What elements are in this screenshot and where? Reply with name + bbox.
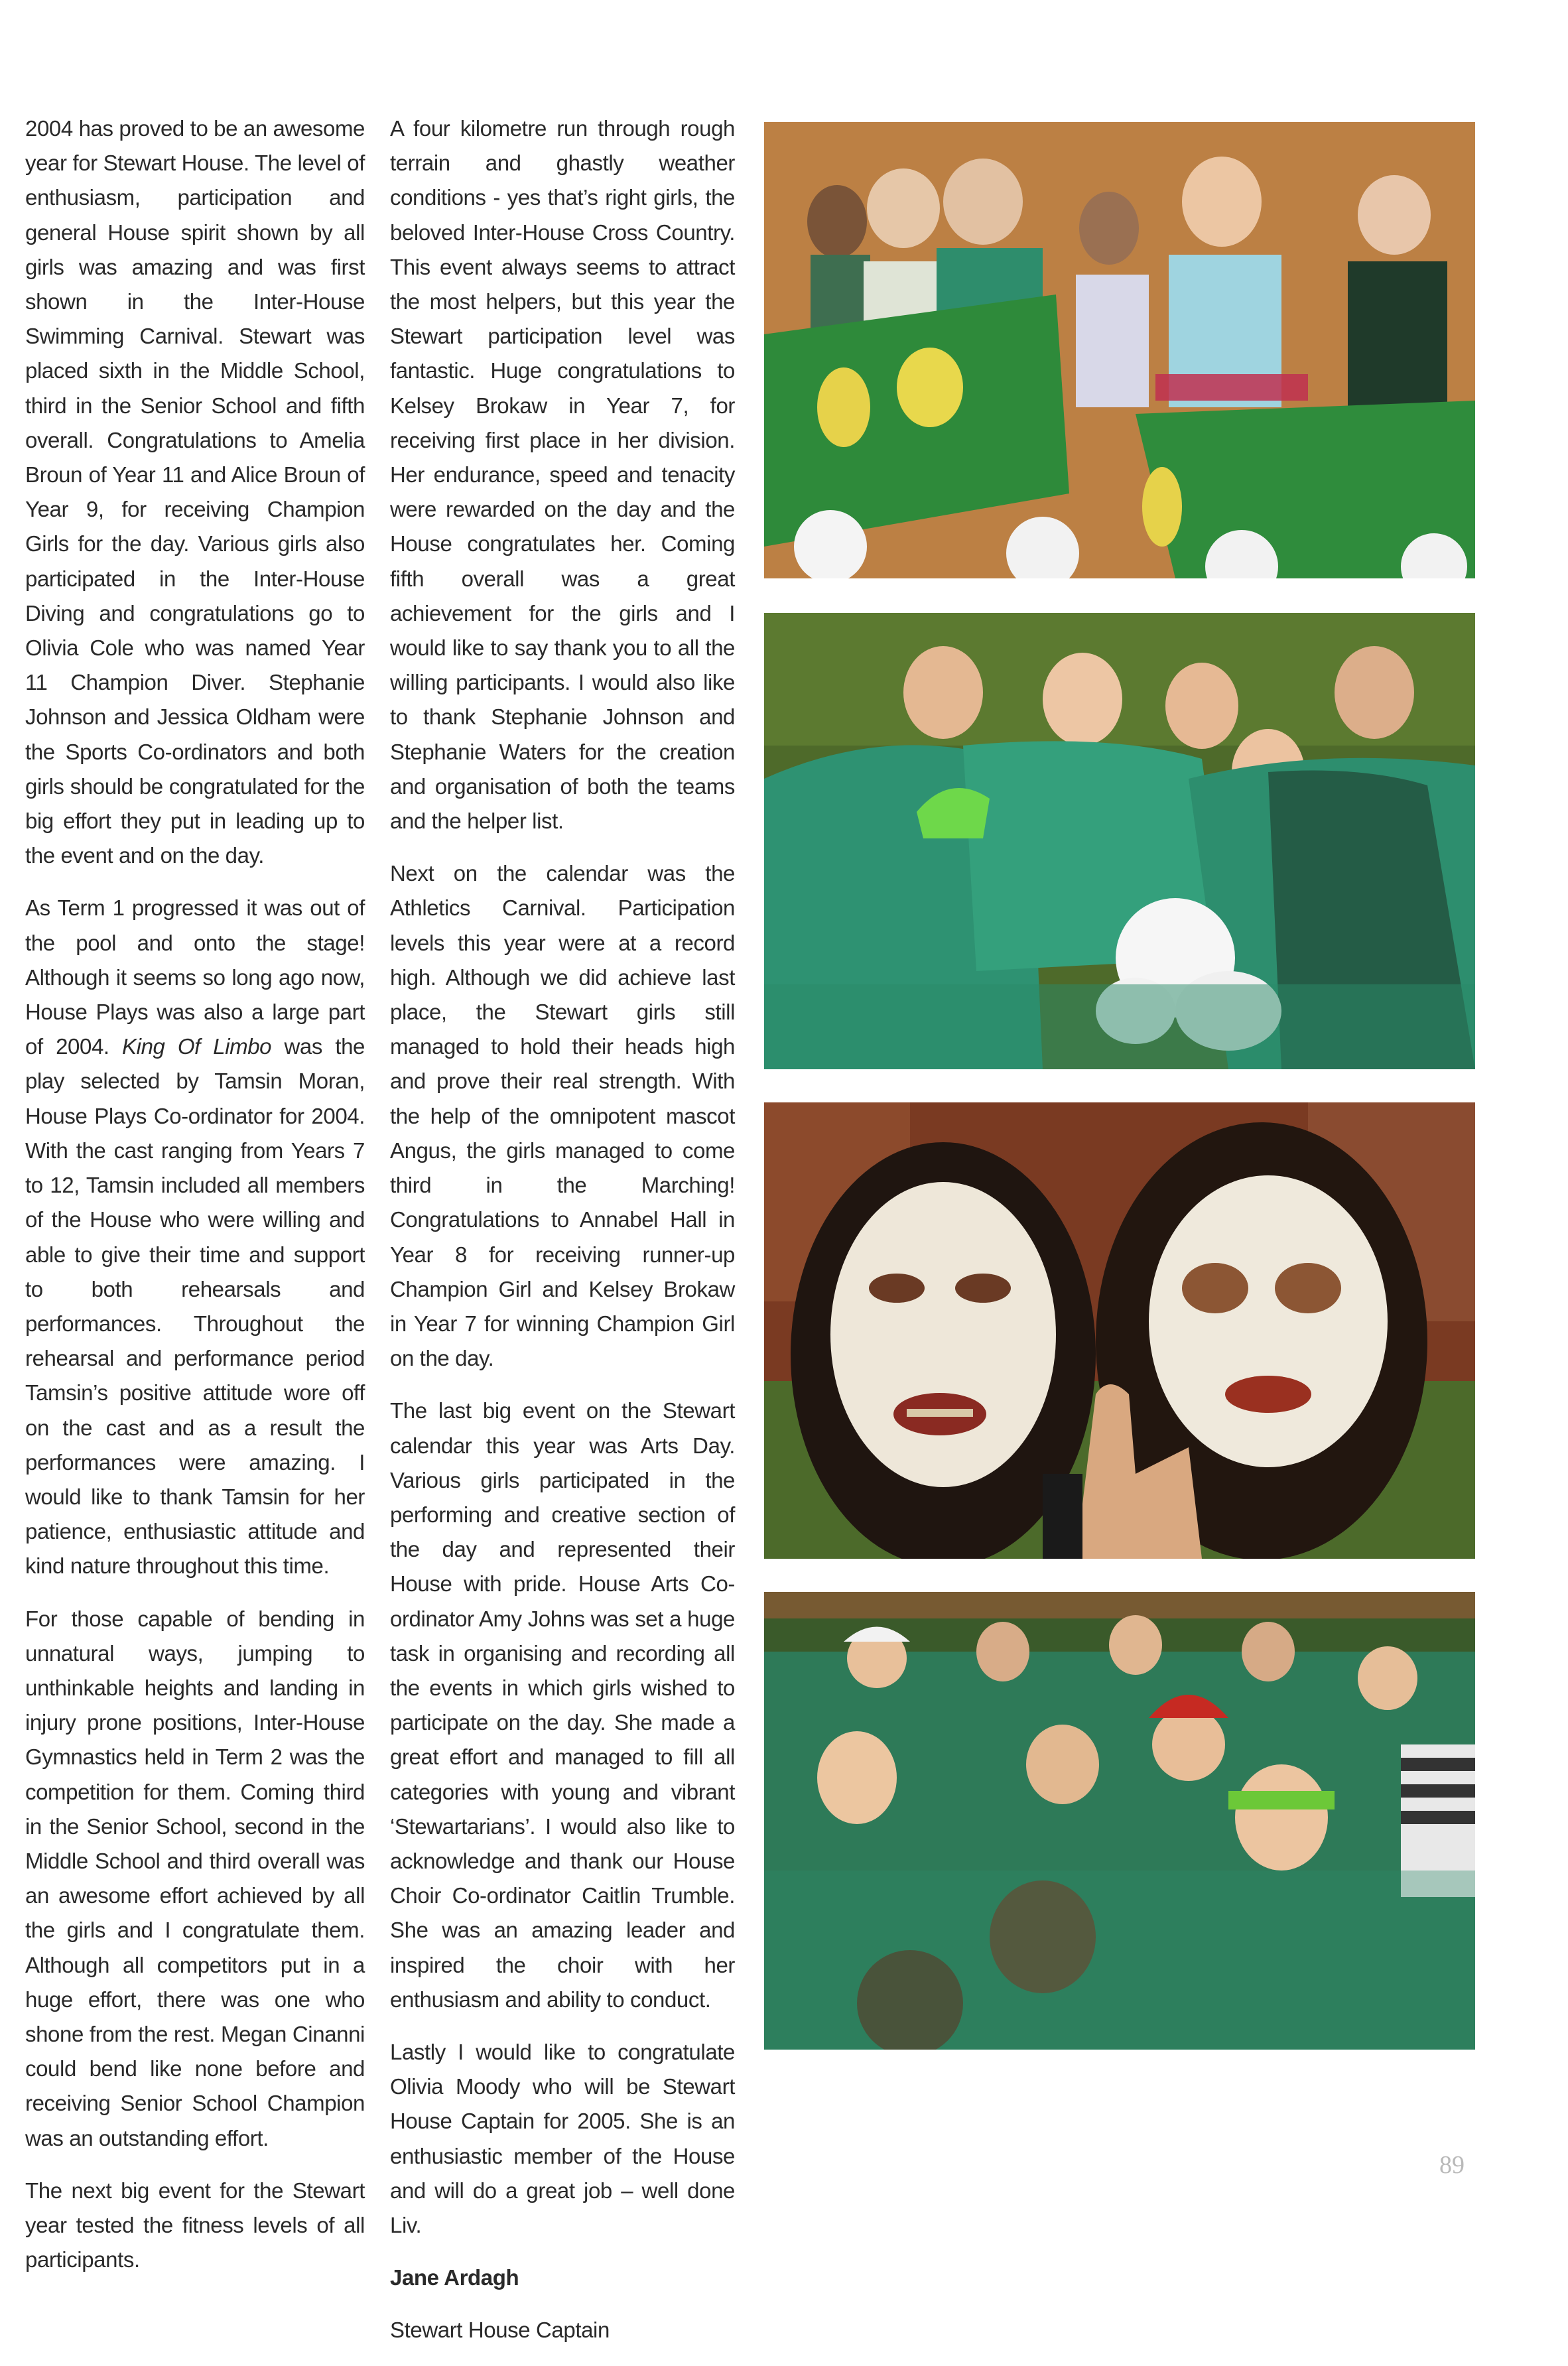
- paragraph-swimming: 2004 has proved to be an awesome year for Stewart House. The level of enthusiasm, participation and general House spirit shown by all girls was amazing and was first shown in the Inter-House Swimming Carnival. Stewart was placed sixth in the Middle School, third in the Senior School and fifth overall. Congratulations to Amelia Broun of Year 11 and Alice Broun of Year 9, for receiving Champion Girls for the day. Various girls also participated in the Inter-House Diving and congratulations go to Olivia Cole who was named Year 11 Champion Diver. Stephanie Johnson and Jessica Oldham were the Sports Co-ordinators and both girls should be congratulated for the big effort they put in leading up to the event and on the day.: [25, 116, 365, 868]
- paragraph-gymnastics: For those capable of bending in unnatural ways, jumping to unthinkable heights and landing in injury prone positions, Inter-House Gymnastics held in Term 2 was the competition for them. Coming third in the Senior School, second in the Middle School and third overall was an awesome effort achieved by all the girls and I congratulate them. Although all competitors put in a huge effort, there was one who shone from the rest. Megan Cinanni could bend like none before and receiving Senior School Champion was an outstanding effort.: [25, 1606, 365, 2150]
- article-column-left: [25, 111, 365, 2295]
- author-name: Jane Ardagh: [390, 2265, 519, 2290]
- paragraph-house-plays-end: was the play selected by Tamsin Moran, House Plays Co-ordinator for 2004. With the cast ranging from Years 7 to 12, Tamsin included all members of the House who were willing and able to give their time and support to both rehearsals and performances. Throughout the rehearsal and performance period Tamsin’s positive attitude wore off on the cast and as a result the performances were amazing. I would like to thank Tamsin for her patience, enthusiastic attitude and kind nature throughout this time.: [25, 1034, 365, 1579]
- photo-crowd-seated-image: [764, 1592, 1475, 2050]
- page-number: 89: [1439, 2151, 1465, 2179]
- play-title: King Of Limbo: [122, 1034, 272, 1059]
- photo-house-play: [764, 122, 1475, 578]
- photo-girls-with-mascot: [764, 613, 1475, 1069]
- paragraph-cross-country: A four kilometre run through rough terrain and ghastly weather conditions - yes that’s right girls, the beloved Inter-House Cross Country. This event always seems to attract the most helpers, but this year the Stewart participation level was fantastic. Huge congratulations to Kelsey Brokaw in Year 7, for receiving first place in her division. Her endurance, speed and tenacity were rewarded on the day and the House congratulates her. Coming fifth overall was a great achievement for the girls and I would like to say thank you to all the willing participants. I would also like to thank Stephanie Johnson and Stephanie Waters for the creation and organisation of both the teams and the helper list.: [390, 116, 735, 834]
- photo-face-masks-image: [764, 1102, 1475, 1559]
- photo-girls-with-mascot-image: [764, 613, 1475, 1069]
- paragraph-arts-day: The last big event on the Stewart calendar this year was Arts Day. Various girls participated in the performing and creative section of the day and represented their House with pride. House Arts Co-ordinator Amy Johns was set a huge task in organising and recording all the events in which girls wished to participate on the day. She made a great effort and managed to fill all categories with young and vibrant ‘Stewartarians’. I would also like to acknowledge and thank our House Choir Co-ordinator Caitlin Trumble. She was an amazing leader and inspired the choir with her enthusiasm and ability to conduct.: [390, 1398, 735, 2012]
- paragraph-house-plays-start: As Term 1 progressed it was out of the pool and onto the stage! Although it seems so long ago now, House Plays was also a large part of 2004.: [25, 895, 365, 1059]
- photo-face-masks: [764, 1102, 1475, 1559]
- article-column-right: [390, 111, 735, 2366]
- paragraph-fitness: The next big event for the Stewart year tested the fitness levels of all participants.: [25, 2178, 365, 2272]
- paragraph-athletics: Next on the calendar was the Athletics Carnival. Participation levels this year were at a record high. Although we did achieve last place, the Stewart girls still managed to hold their heads high and prove their real strength. With the help of the omnipotent mascot Angus, the girls managed to come third in the Marching! Congratulations to Annabel Hall in Year 8 for receiving runner-up Champion Girl and Kelsey Brokaw in Year 7 for winning Champion Girl on the day.: [390, 861, 735, 1371]
- photo-house-play-image: [764, 122, 1475, 578]
- paragraph-captain: Lastly I would like to congratulate Olivia Moody who will be Stewart House Captain for 2005. She is an enthusiastic member of the House and will do a great job – well done Liv.: [390, 2039, 735, 2237]
- photo-crowd-seated: [764, 1592, 1475, 2050]
- paragraph-house-plays: [25, 891, 365, 1583]
- author-title: Stewart House Captain: [390, 2318, 610, 2343]
